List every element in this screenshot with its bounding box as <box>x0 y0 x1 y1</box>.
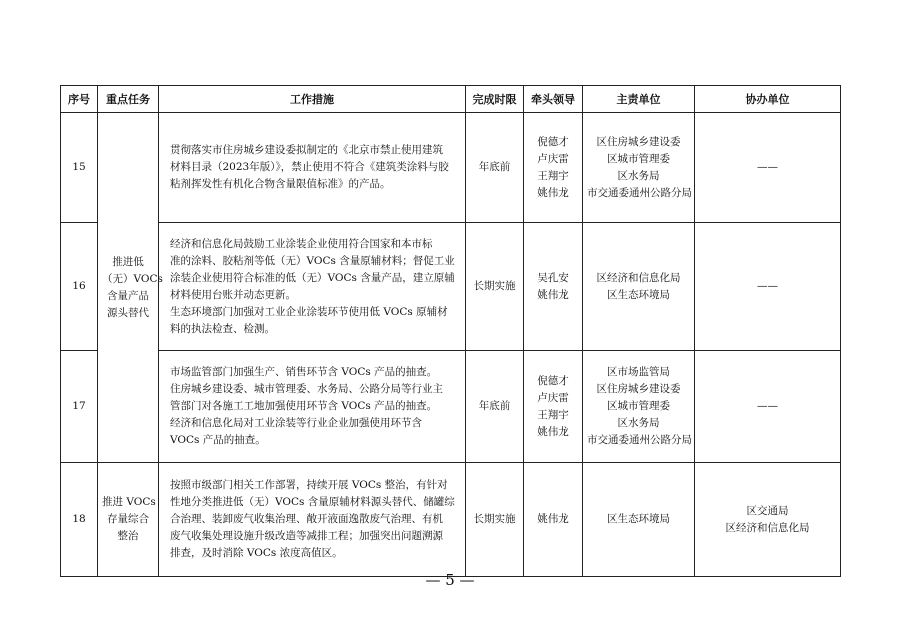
task-cell <box>98 463 159 577</box>
table-row <box>61 223 841 351</box>
deadline-cell: 长期实施 <box>466 463 524 577</box>
assist-unit: —— <box>757 280 778 292</box>
deadline-cell: 年底前 <box>466 113 524 223</box>
leader-name: 姚伟龙 <box>537 288 569 301</box>
assist-unit-cell <box>695 351 841 463</box>
lead-unit: 区市场监管局 <box>607 366 670 378</box>
header-lead-unit: 主责单位 <box>583 86 695 113</box>
task-line: 整治 <box>117 530 139 542</box>
task-line: 含量产品 <box>107 289 149 302</box>
leader-name: 姚伟龙 <box>537 513 569 525</box>
leader-name: 倪德才 <box>537 135 569 148</box>
lead-unit: 区生态环境局 <box>607 513 670 525</box>
measure-line: 材料使用台账并动态更新。 <box>170 288 296 301</box>
assist-unit: —— <box>757 161 778 173</box>
task-line: （无）VOCs <box>102 272 163 285</box>
task-table <box>60 85 841 577</box>
leader-cell <box>524 463 583 577</box>
header-task: 重点任务 <box>98 86 159 113</box>
lead-unit: 区经济和信息化局 <box>596 271 681 284</box>
leader-name: 姚伟龙 <box>537 425 569 438</box>
measures-cell <box>159 223 466 351</box>
measure-line: VOCs 产品的抽查。 <box>170 434 266 446</box>
measure-line: 市场监管部门加强生产、销售环节含 VOCs 产品的抽查。 <box>170 366 438 378</box>
task-line: 源头替代 <box>107 306 149 319</box>
assist-unit-cell <box>695 463 841 577</box>
measures-cell <box>159 351 466 463</box>
assist-unit: —— <box>757 400 778 412</box>
header-no: 序号 <box>61 86 98 113</box>
measure-line: 材料目录（2023年版）》，禁止使用不符合《建筑类涂料与胶 <box>170 161 449 173</box>
lead-unit: 区城市管理委 <box>607 400 670 412</box>
leader-name: 倪德才 <box>537 374 569 387</box>
leader-name: 卢庆雷 <box>537 152 569 165</box>
task-line: 存量综合 <box>107 513 149 525</box>
lead-unit-cell <box>583 113 695 223</box>
task-line: 推进 VOCs <box>102 496 156 508</box>
task-cell <box>98 113 163 463</box>
assist-unit-cell <box>695 113 841 223</box>
assist-unit: 区交通局 <box>746 504 789 517</box>
lead-unit: 区生态环境局 <box>607 288 670 301</box>
header-deadline: 完成时限 <box>466 86 524 113</box>
page-number: — 5 — <box>425 571 475 589</box>
measure-line: 经济和信息化局鼓励工业涂装企业使用符合国家和本市标 <box>170 237 433 250</box>
leader-name: 王翔宇 <box>537 408 569 421</box>
lead-unit: 区水务局 <box>617 169 660 182</box>
assist-unit-cell <box>695 223 841 351</box>
lead-unit: 市交通委通州公路分局 <box>587 186 692 199</box>
lead-unit: 区城市管理委 <box>607 152 670 165</box>
measures-cell <box>159 463 466 577</box>
deadline-cell: 年底前 <box>466 351 524 463</box>
leader-cell <box>524 113 583 223</box>
lead-unit-cell <box>583 223 695 351</box>
table-row <box>61 351 841 463</box>
measure-line: 粘剂挥发性有机化合物含量限值标准》的产品。 <box>170 178 391 190</box>
assist-unit: 区经济和信息化局 <box>725 521 810 534</box>
table-header-row <box>61 86 841 113</box>
measure-line: 合治理、装卸废气收集治理、敞开液面逸散废气治理、有机 <box>170 513 443 525</box>
measure-line: 准的涂料、胶粘剂等低（无）VOCs 含量原辅材料；督促工业 <box>170 254 455 267</box>
measure-line: 涂装企业使用符合标准的低（无）VOCs 含量产品，建立原辅 <box>170 271 455 284</box>
leader-cell <box>524 223 583 351</box>
leader-name: 吴孔安 <box>537 271 569 284</box>
lead-unit: 区水务局 <box>617 417 660 429</box>
measure-line: 性地分类推进低（无）VOCs 含量原辅材料源头替代、储罐综 <box>170 496 455 508</box>
lead-unit: 区住房城乡建设委 <box>596 135 681 148</box>
row-no: 16 <box>61 223 98 351</box>
leader-cell <box>524 351 583 463</box>
measure-line: 按照市级部门相关工作部署，持续开展 VOCs 整治，有针对 <box>170 479 448 491</box>
measure-line: 管部门对各施工工地加强使用环节含 VOCs 产品的抽查。 <box>170 400 438 412</box>
measure-line: 贯彻落实市住房城乡建设委拟制定的《北京市禁止使用建筑 <box>170 144 443 156</box>
header-leader: 牵头领导 <box>524 86 583 113</box>
row-no: 15 <box>61 113 98 223</box>
measures-cell <box>159 113 466 223</box>
task-line: 推进低 <box>112 255 144 268</box>
measure-line: 料的执法检查、检测。 <box>170 322 275 335</box>
row-no: 17 <box>61 351 98 463</box>
lead-unit: 市交通委通州公路分局 <box>587 434 692 446</box>
measure-line: 排查，及时消除 VOCs 浓度高值区。 <box>170 547 343 559</box>
lead-unit-cell <box>583 463 695 577</box>
measure-line: 生态环境部门加强对工业企业涂装环节使用低 VOCs 原辅材 <box>170 305 448 318</box>
lead-unit: 区住房城乡建设委 <box>596 383 681 395</box>
header-measures: 工作措施 <box>159 86 466 113</box>
measure-line: 住房城乡建设委、城市管理委、水务局、公路分局等行业主 <box>170 383 443 395</box>
table-row <box>61 463 841 577</box>
measure-line: 废气收集处理设施升级改造等减排工程；加强突出问题溯源 <box>170 530 443 542</box>
row-no: 18 <box>61 463 98 577</box>
leader-name: 王翔宇 <box>537 169 569 182</box>
leader-name: 姚伟龙 <box>537 186 569 199</box>
lead-unit-cell <box>583 351 695 463</box>
header-assist-unit: 协办单位 <box>695 86 841 113</box>
deadline-cell: 长期实施 <box>466 223 524 351</box>
measure-line: 经济和信息化局对工业涂装等行业企业加强使用环节含 <box>170 417 422 429</box>
table-row <box>61 113 841 223</box>
leader-name: 卢庆雷 <box>537 391 569 404</box>
